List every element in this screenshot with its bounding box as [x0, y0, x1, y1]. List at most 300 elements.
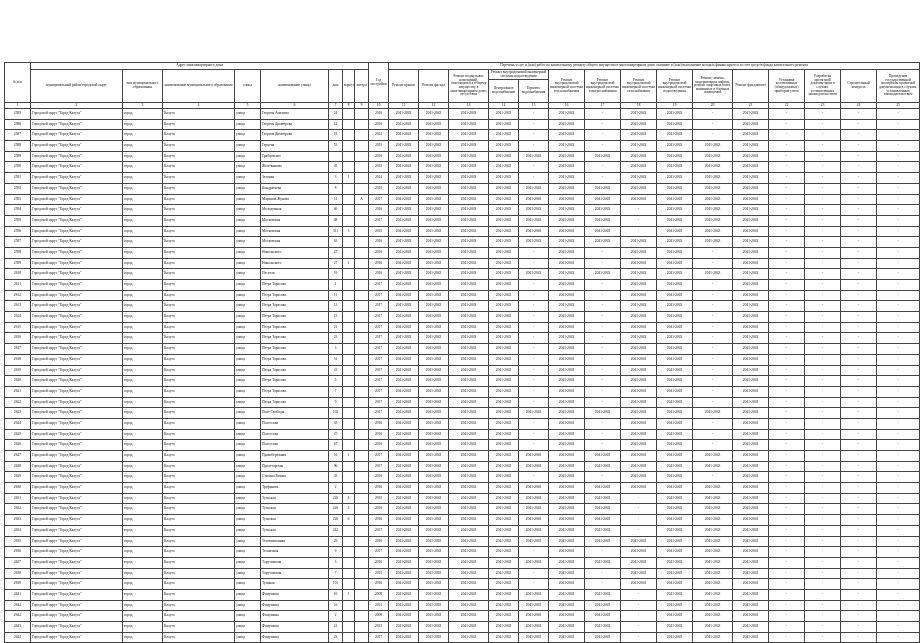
cell-fnd: 2041-2043	[733, 622, 769, 633]
cell-gas: -	[621, 589, 657, 600]
cell-ctl: -	[841, 472, 877, 483]
cell-mun: Городской округ "Город Калуга"	[31, 141, 123, 152]
cell-fnd: 2041-2043	[733, 280, 769, 291]
cell-korp	[343, 525, 355, 536]
cell-hw: 2041-2043	[489, 386, 519, 397]
cell-roof: 2041-2043	[389, 451, 419, 462]
cell-name: Калуга	[163, 151, 235, 162]
table-row	[5, 322, 920, 333]
cell-sew: 2041-2043	[657, 579, 693, 590]
cell-sew: 2041-2043	[657, 483, 693, 494]
cell-name: Калуга	[163, 354, 235, 365]
cell-elec: 2041-2043	[585, 589, 621, 600]
cell-year: 2017	[369, 451, 389, 462]
cell-year: 2017	[369, 312, 389, 323]
cell-fnd: 2041-2043	[733, 440, 769, 451]
cell-street: Фомушина	[261, 600, 329, 611]
cell-lit	[355, 386, 369, 397]
cell-ctl: -	[841, 215, 877, 226]
cell-n: 2591	[5, 173, 31, 184]
cell-roof: 2041-2043	[389, 579, 419, 590]
cell-ctl: -	[841, 408, 877, 419]
cell-gas: 2041-2043	[621, 451, 657, 462]
cell-sew: 2041-2043	[657, 472, 693, 483]
cell-year: 2009	[369, 611, 389, 622]
cell-ctl: -	[841, 151, 877, 162]
table-row	[5, 119, 920, 130]
cell-hw: 2041-2043	[489, 237, 519, 248]
cell-sew: 2041-2043	[657, 162, 693, 173]
cell-year: 2014	[369, 173, 389, 184]
cell-met: -	[769, 280, 805, 291]
cell-korp	[343, 247, 355, 258]
cell-roof: 2041-2043	[389, 589, 419, 600]
cell-bas: 2041-2043	[449, 568, 489, 579]
cell-bas: 2041-2043	[449, 397, 489, 408]
cell-lift: -	[693, 344, 733, 355]
cell-lift: -	[693, 365, 733, 376]
cell-hw: 2041-2043	[489, 493, 519, 504]
cell-house: 311	[329, 226, 343, 237]
cell-fnd: 2041-2043	[733, 322, 769, 333]
cell-name: Калуга	[163, 568, 235, 579]
cell-name: Калуга	[163, 579, 235, 590]
cell-year: 2016	[369, 472, 389, 483]
cell-sew: 2041-2043	[657, 183, 693, 194]
cell-met: -	[769, 622, 805, 633]
cell-street: Петра Тарасова	[261, 280, 329, 291]
cell-exp: -	[877, 312, 920, 323]
cell-house: 101	[329, 579, 343, 590]
cell-n: 2636	[5, 547, 31, 558]
cell-met: -	[769, 589, 805, 600]
table-row	[5, 141, 920, 152]
cell-mun: Городской округ "Город Калуга"	[31, 525, 123, 536]
cell-lit	[355, 376, 369, 387]
cell-name: Калуга	[163, 365, 235, 376]
cell-lit	[355, 600, 369, 611]
cell-mun: Городской округ "Город Калуга"	[31, 557, 123, 568]
cell-st: улица	[235, 226, 261, 237]
column-number: 9	[355, 103, 369, 109]
cell-type: город	[123, 290, 163, 301]
cell-house: 9	[329, 547, 343, 558]
cell-roof: 2041-2043	[389, 429, 419, 440]
cell-cw: 2041-2043	[519, 632, 549, 643]
cell-n: 2621	[5, 386, 31, 397]
cell-exp: -	[877, 376, 920, 387]
cell-lift: 2041-2043	[693, 183, 733, 194]
cell-street: Тульская	[261, 515, 329, 526]
cell-roof: 2041-2043	[389, 280, 419, 291]
cell-roof: 2041-2043	[389, 525, 419, 536]
cell-lit	[355, 269, 369, 280]
cell-elec: 2041-2043	[585, 525, 621, 536]
cell-mun: Городской округ "Город Калуга"	[31, 408, 123, 419]
cell-name: Калуга	[163, 397, 235, 408]
cell-lift: 2041-2043	[693, 622, 733, 633]
cell-roof: 2041-2043	[389, 418, 419, 429]
cell-lit	[355, 290, 369, 301]
cell-roof: 2041-2043	[389, 408, 419, 419]
cell-ctl: -	[841, 461, 877, 472]
cell-met: -	[769, 354, 805, 365]
cell-des: -	[805, 269, 841, 280]
cell-name: Калуга	[163, 461, 235, 472]
cell-lit	[355, 151, 369, 162]
col-meters-header: Установка коллективных (общедомовых) приборов учета	[769, 70, 805, 103]
cell-lift: 2041-2043	[693, 493, 733, 504]
cell-hw: 2041-2043	[489, 622, 519, 633]
cell-hw: 2041-2043	[489, 344, 519, 355]
cell-fac: 2041-2043	[419, 461, 449, 472]
cell-gas: 2041-2043	[621, 408, 657, 419]
cell-year: 2017	[369, 194, 389, 205]
table-row	[5, 280, 920, 291]
cell-roof: 2041-2043	[389, 237, 419, 248]
cell-met: -	[769, 600, 805, 611]
cell-korp	[343, 536, 355, 547]
cell-name: Калуга	[163, 141, 235, 152]
cell-gas: 2041-2043	[621, 280, 657, 291]
cell-met: -	[769, 547, 805, 558]
cell-korp	[343, 141, 355, 152]
cell-fnd: 2041-2043	[733, 151, 769, 162]
cell-des: -	[805, 130, 841, 141]
cell-st: улица	[235, 322, 261, 333]
cell-des: -	[805, 280, 841, 291]
cell-year: 2016	[369, 237, 389, 248]
cell-type: город	[123, 269, 163, 280]
cell-met: -	[769, 461, 805, 472]
cell-bas: 2041-2043	[449, 536, 489, 547]
cell-exp: -	[877, 632, 920, 643]
cell-type: город	[123, 579, 163, 590]
cell-street: Герцена	[261, 141, 329, 152]
cell-fac: 2041-2043	[419, 194, 449, 205]
cell-met: -	[769, 504, 805, 515]
cell-street: Фомушина	[261, 632, 329, 643]
cell-st: улица	[235, 451, 261, 462]
cell-bas: 2041-2043	[449, 461, 489, 472]
cell-des: -	[805, 600, 841, 611]
cell-sew: 2041-2043	[657, 194, 693, 205]
cell-sew: 2041-2043	[657, 119, 693, 130]
cell-elec: 2041-2043	[585, 461, 621, 472]
cell-cw: -	[519, 119, 549, 130]
cell-house: 16	[329, 600, 343, 611]
cell-bas: 2041-2043	[449, 472, 489, 483]
cell-mun: Городской округ "Город Калуга"	[31, 632, 123, 643]
cell-ctl: -	[841, 429, 877, 440]
table-row	[5, 536, 920, 547]
cell-house: 53	[329, 141, 343, 152]
cell-roof: 2041-2043	[389, 109, 419, 120]
cell-heat: 2041-2043	[549, 258, 585, 269]
cell-st: улица	[235, 247, 261, 258]
cell-mun: Городской округ "Город Калуга"	[31, 536, 123, 547]
cell-lift: 2041-2043	[693, 589, 733, 600]
cell-gas: 2041-2043	[621, 258, 657, 269]
cell-elec: -	[585, 141, 621, 152]
cell-elec: -	[585, 440, 621, 451]
cell-elec: -	[585, 418, 621, 429]
table-row	[5, 162, 920, 173]
cell-mun: Городской округ "Город Калуга"	[31, 130, 123, 141]
cell-roof: 2041-2043	[389, 611, 419, 622]
cell-ctl: -	[841, 183, 877, 194]
cell-gas: 2041-2043	[621, 568, 657, 579]
water-group-header: Ремонт внутридомовой инженерной системы водоотведения	[489, 70, 549, 80]
cell-elec: -	[585, 173, 621, 184]
cell-lift: -	[693, 312, 733, 323]
cell-elec: -	[585, 162, 621, 173]
cell-type: город	[123, 141, 163, 152]
cell-met: -	[769, 632, 805, 643]
cell-house	[329, 151, 343, 162]
cell-mun: Городской округ "Город Калуга"	[31, 611, 123, 622]
cell-street: Петра Тарасова	[261, 301, 329, 312]
col-facade-header: Ремонт фасада	[419, 70, 449, 103]
cell-sew: 2041-2043	[657, 215, 693, 226]
cell-hw: 2041-2043	[489, 525, 519, 536]
cell-bas: 2041-2043	[449, 247, 489, 258]
cell-met: -	[769, 130, 805, 141]
cell-fac: 2041-2043	[419, 536, 449, 547]
table-row	[5, 247, 920, 258]
cell-hw: 2041-2043	[489, 322, 519, 333]
cell-fnd: 2041-2043	[733, 589, 769, 600]
cell-cw: 2041-2043	[519, 461, 549, 472]
cell-lift: 2041-2043	[693, 568, 733, 579]
cell-bas: 2041-2043	[449, 483, 489, 494]
cell-n: 2614	[5, 312, 31, 323]
cell-cw: -	[519, 322, 549, 333]
cell-st: улица	[235, 205, 261, 216]
cell-name: Калуга	[163, 258, 235, 269]
cell-ctl: -	[841, 269, 877, 280]
cell-des: -	[805, 579, 841, 590]
cell-street: Маршала Жукова	[261, 194, 329, 205]
cell-mun: Городской округ "Город Калуга"	[31, 515, 123, 526]
cell-n: 2615	[5, 322, 31, 333]
cell-type: город	[123, 301, 163, 312]
cell-cw: 2041-2043	[519, 451, 549, 462]
cell-mun: Городской округ "Город Калуга"	[31, 333, 123, 344]
cell-lift: 2041-2043	[693, 151, 733, 162]
cell-elec: -	[585, 579, 621, 590]
cell-roof: 2041-2043	[389, 557, 419, 568]
cell-fac: 2041-2043	[419, 579, 449, 590]
cell-gas: 2041-2043	[621, 557, 657, 568]
cell-lift: -	[693, 280, 733, 291]
cell-street: Железнякова	[261, 162, 329, 173]
cell-bas: 2041-2043	[449, 504, 489, 515]
cell-heat: 2041-2043	[549, 493, 585, 504]
cell-elec: -	[585, 258, 621, 269]
cell-heat: 2041-2043	[549, 536, 585, 547]
column-number: 1	[5, 103, 31, 109]
cell-elec: -	[585, 354, 621, 365]
cell-fac: 2041-2043	[419, 557, 449, 568]
cell-lit	[355, 183, 369, 194]
cell-met: -	[769, 515, 805, 526]
cell-met: -	[769, 194, 805, 205]
cell-roof: 2041-2043	[389, 247, 419, 258]
cell-n: 2628	[5, 461, 31, 472]
cell-street: Петра Тарасова	[261, 322, 329, 333]
cell-hw: 2041-2043	[489, 312, 519, 323]
cell-cw: -	[519, 247, 549, 258]
cell-fnd: 2041-2043	[733, 600, 769, 611]
cell-gas: -	[621, 525, 657, 536]
table-row	[5, 183, 920, 194]
cell-heat: 2041-2043	[549, 483, 585, 494]
cell-house: 2	[329, 611, 343, 622]
cell-des: -	[805, 547, 841, 558]
cell-bas: 2041-2043	[449, 333, 489, 344]
cell-heat: 2041-2043	[549, 440, 585, 451]
cell-type: город	[123, 354, 163, 365]
cell-n: 2632	[5, 504, 31, 515]
cell-lit	[355, 312, 369, 323]
cell-bas: 2041-2043	[449, 557, 489, 568]
cell-type: город	[123, 183, 163, 194]
cell-type: город	[123, 109, 163, 120]
cell-roof: 2041-2043	[389, 536, 419, 547]
cell-des: -	[805, 622, 841, 633]
table-row	[5, 333, 920, 344]
cell-house: 45	[329, 418, 343, 429]
cell-sew: 2041-2043	[657, 397, 693, 408]
cell-heat: 2041-2043	[549, 365, 585, 376]
cell-type: город	[123, 600, 163, 611]
cell-met: -	[769, 376, 805, 387]
cell-fac: 2041-2043	[419, 354, 449, 365]
cell-des: -	[805, 472, 841, 483]
cell-roof: 2041-2043	[389, 258, 419, 269]
cell-type: город	[123, 632, 163, 643]
cell-cw: -	[519, 130, 549, 141]
cell-cw: 2041-2043	[519, 205, 549, 216]
cell-heat: 2041-2043	[549, 301, 585, 312]
cell-street: Тульская	[261, 493, 329, 504]
cell-house: 242	[329, 525, 343, 536]
capital-repair-table	[4, 62, 920, 643]
cell-gas: 2041-2043	[621, 461, 657, 472]
col-house-header: дом	[329, 70, 343, 103]
cell-exp: -	[877, 525, 920, 536]
cell-name: Калуга	[163, 247, 235, 258]
capital-repair-table-sheet	[4, 62, 918, 643]
cell-st: улица	[235, 557, 261, 568]
cell-st: улица	[235, 525, 261, 536]
cell-hw: 2041-2043	[489, 247, 519, 258]
cell-fnd: 2041-2043	[733, 205, 769, 216]
cell-exp: -	[877, 557, 920, 568]
cell-lit	[355, 237, 369, 248]
cell-type: город	[123, 365, 163, 376]
cell-lit	[355, 365, 369, 376]
cell-year: 2017	[369, 632, 389, 643]
cell-korp	[343, 365, 355, 376]
cell-heat: 2041-2043	[549, 354, 585, 365]
col-korpus-header: корпус	[343, 70, 355, 103]
cell-des: -	[805, 493, 841, 504]
cell-gas: 2041-2043	[621, 173, 657, 184]
cell-type: город	[123, 461, 163, 472]
cell-roof: 2041-2043	[389, 151, 419, 162]
cell-st: улица	[235, 515, 261, 526]
cell-year: 2016	[369, 258, 389, 269]
cell-elec: -	[585, 386, 621, 397]
cell-st: улица	[235, 408, 261, 419]
cell-cw: 2041-2043	[519, 493, 549, 504]
cell-street: Фомушина	[261, 611, 329, 622]
cell-lit	[355, 622, 369, 633]
cell-house: 1	[329, 280, 343, 291]
cell-name: Калуга	[163, 344, 235, 355]
cell-sew: 2041-2043	[657, 493, 693, 504]
cell-ctl: -	[841, 205, 877, 216]
cell-des: -	[805, 312, 841, 323]
table-row	[5, 237, 920, 248]
cell-fnd: 2041-2043	[733, 418, 769, 429]
table-row	[5, 440, 920, 451]
cell-exp: -	[877, 568, 920, 579]
cell-ctl: -	[841, 493, 877, 504]
cell-lit	[355, 280, 369, 291]
cell-mun: Городской округ "Город Калуга"	[31, 504, 123, 515]
cell-n: 2643	[5, 622, 31, 633]
cell-cw: -	[519, 579, 549, 590]
cell-heat: 2041-2043	[549, 589, 585, 600]
cell-year: 2017	[369, 322, 389, 333]
cell-name: Калуга	[163, 547, 235, 558]
cell-gas: 2041-2043	[621, 269, 657, 280]
cell-gas: 2041-2043	[621, 141, 657, 152]
cell-cw: 2041-2043	[519, 589, 549, 600]
cell-ctl: -	[841, 525, 877, 536]
cell-exp: -	[877, 504, 920, 515]
cell-fac: 2041-2043	[419, 280, 449, 291]
cell-name: Калуга	[163, 173, 235, 184]
cell-elec: -	[585, 333, 621, 344]
cell-roof: 2041-2043	[389, 205, 419, 216]
cell-fnd: 2041-2043	[733, 333, 769, 344]
cell-korp	[343, 547, 355, 558]
cell-sew: 2041-2043	[657, 258, 693, 269]
cell-house: 3	[329, 557, 343, 568]
cell-fac: 2041-2043	[419, 418, 449, 429]
cell-lift: -	[693, 386, 733, 397]
cell-bas: 2041-2043	[449, 141, 489, 152]
cell-street: Кондратьева	[261, 183, 329, 194]
cell-type: город	[123, 568, 163, 579]
cell-des: -	[805, 290, 841, 301]
cell-fac: 2041-2043	[419, 622, 449, 633]
cell-name: Калуга	[163, 226, 235, 237]
cell-korp	[343, 290, 355, 301]
cell-des: -	[805, 515, 841, 526]
cell-ctl: -	[841, 258, 877, 269]
cell-lift: -	[693, 322, 733, 333]
cell-year: 2017	[369, 365, 389, 376]
cell-roof: 2041-2043	[389, 440, 419, 451]
cell-type: город	[123, 429, 163, 440]
cell-cw: -	[519, 344, 549, 355]
cell-lift: -	[693, 109, 733, 120]
